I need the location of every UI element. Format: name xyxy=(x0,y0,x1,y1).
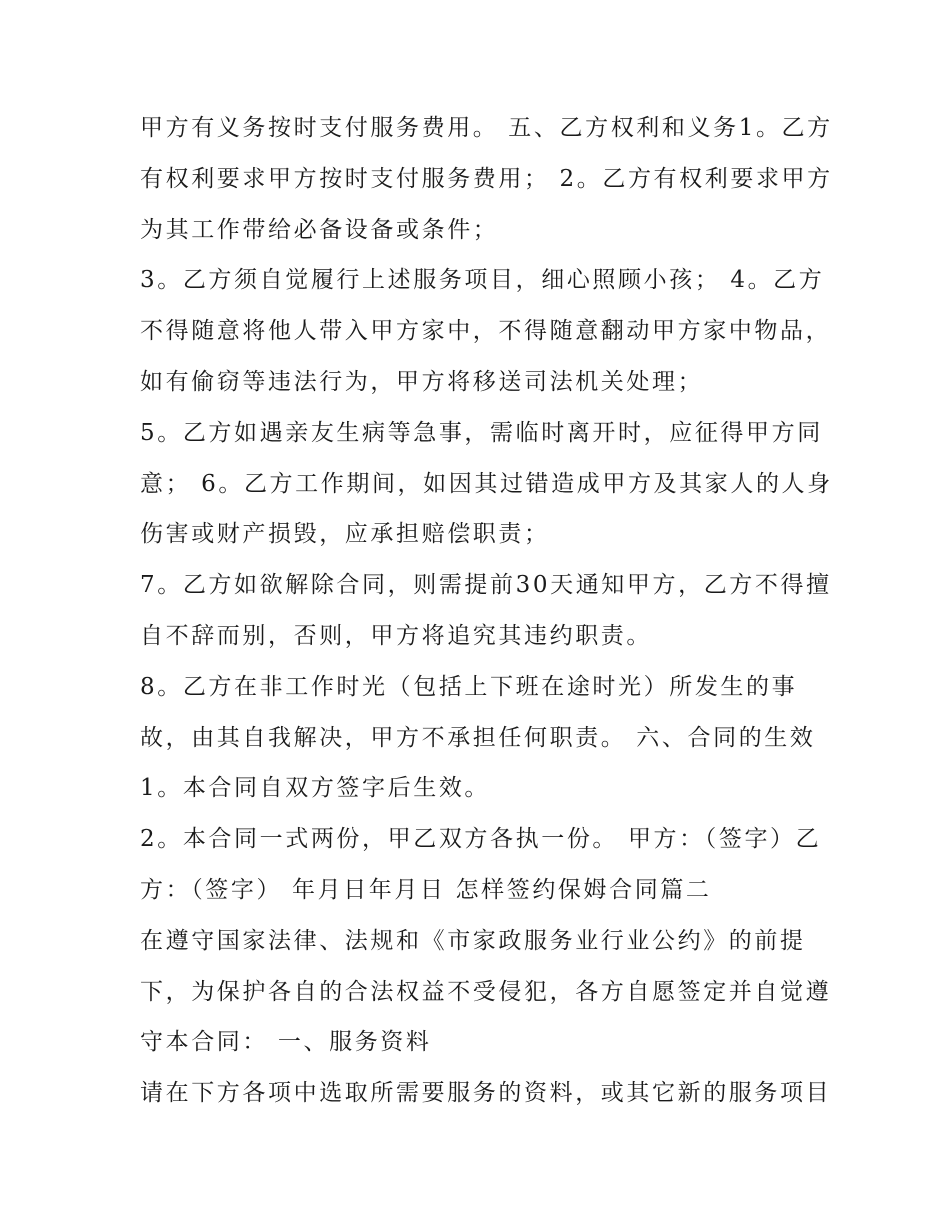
text-line-13: 故，由其自我解决，甲方不承担任何职责。 六、合同的生效 xyxy=(140,724,816,751)
text-line-11: 自不辞而别，否则，甲方将追究其违约职责。 xyxy=(140,622,652,649)
text-line-3: 为其工作带给必备设备或条件； xyxy=(140,216,499,243)
text-line-5: 不得随意将他人带入甲方家中，不得随意翻动甲方家中物品， xyxy=(140,318,832,345)
text-line-2: 有权利要求甲方按时支付服务费用； 2。乙方有权利要求甲方 xyxy=(140,165,833,192)
text-line-12: 8。乙方在非工作时光（包括上下班在途时光）所发生的事 xyxy=(140,673,798,700)
text-line-10: 7。乙方如欲解除合同，则需提前30天通知甲方，乙方不得擅 xyxy=(140,572,832,599)
text-line-1: 甲方有义务按时支付服务费用。 五、乙方权利和义务1。乙方 xyxy=(140,115,833,141)
text-line-19: 守本合同： 一、服务资料 xyxy=(140,1029,432,1056)
text-line-20: 请在下方各项中选取所需要服务的资料，或其它新的服务项目 xyxy=(140,1080,832,1107)
text-line-14: 1。本合同自双方签字后生效。 xyxy=(140,775,491,802)
text-line-6: 如有偷窃等违法行为，甲方将移送司法机关处理； xyxy=(140,368,704,395)
text-line-9: 伤害或财产损毁，应承担赔偿职责； xyxy=(140,521,550,548)
document-body xyxy=(140,103,833,1119)
text-line-7: 5。乙方如遇亲友生病等急事，需临时离开时，应征得甲方同 xyxy=(140,419,823,446)
text-line-18: 下，为保护各自的合法权益不受侵犯，各方自愿签定并自觉遵 xyxy=(140,978,832,1005)
text-line-17: 在遵守国家法律、法规和《市家政服务业行业公约》的前提 xyxy=(140,927,806,954)
text-line-4: 3。乙方须自觉履行上述服务项目，细心照顾小孩； 4。乙方 xyxy=(140,267,825,294)
text-line-15: 2。本合同一式两份，甲乙双方各执一份。 甲方：（签字）乙 xyxy=(140,826,822,853)
text-line-8: 意； 6。乙方工作期间，如因其过错造成甲方及其家人的人身 xyxy=(140,470,833,497)
text-line-16: 方：（签字） 年月日年月日 怎样签约保姆合同篇二 xyxy=(140,876,712,903)
